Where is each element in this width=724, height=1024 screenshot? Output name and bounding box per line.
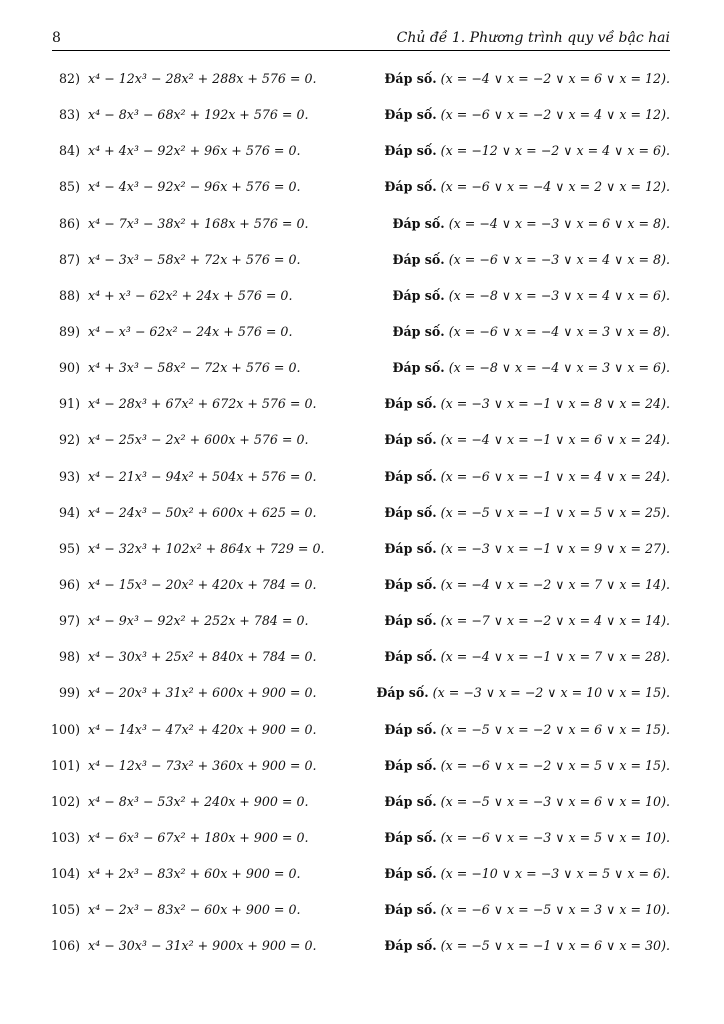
problem-answer <box>392 216 670 231</box>
problem-number: 98) <box>59 649 80 665</box>
problem-answer <box>384 938 670 953</box>
problem-answer <box>384 107 670 122</box>
problem-number: 82) <box>59 71 80 86</box>
problem-number: 87) <box>59 251 80 267</box>
answer-value: (x = −6 ∨ x = −4 ∨ x = 3 ∨ x = 8). <box>448 323 670 339</box>
problem-answer <box>384 541 670 556</box>
answer-label: Đáp số. <box>384 468 437 484</box>
problem-number: 95) <box>59 540 80 556</box>
answer-value: (x = −12 ∨ x = −2 ∨ x = 4 ∨ x = 6). <box>440 143 670 159</box>
problem-answer <box>384 396 670 411</box>
answer-label: Đáp số. <box>384 576 437 592</box>
answer-value: (x = −8 ∨ x = −3 ∨ x = 4 ∨ x = 6). <box>448 287 670 303</box>
answer-label: Đáp số. <box>384 721 437 737</box>
problem-answer <box>392 288 670 303</box>
problem-number: 100) <box>51 721 80 737</box>
answer-label: Đáp số. <box>392 215 445 231</box>
problem-row <box>0 174 724 210</box>
problem-row <box>0 536 724 572</box>
problem-equation: x⁴ − 14x³ − 47x² + 420x + 900 = 0. <box>88 721 317 737</box>
problem-row <box>0 897 724 933</box>
problem-equation: x⁴ − 21x³ − 94x² + 504x + 576 = 0. <box>88 468 317 484</box>
problem-row <box>0 608 724 644</box>
problem-equation: x⁴ − 30x³ − 31x² + 900x + 900 = 0. <box>88 938 317 954</box>
answer-value: (x = −6 ∨ x = −1 ∨ x = 4 ∨ x = 24). <box>440 468 670 484</box>
problem-answer <box>384 71 670 86</box>
problem-number: 104) <box>51 866 80 882</box>
problem-equation: x⁴ + 3x³ − 58x² − 72x + 576 = 0. <box>88 360 301 376</box>
problem-equation: x⁴ − 30x³ + 25x² + 840x + 784 = 0. <box>88 649 317 665</box>
answer-label: Đáp số. <box>384 757 437 773</box>
answer-label: Đáp số. <box>384 107 437 123</box>
answer-label: Đáp số. <box>384 504 437 520</box>
problem-answer <box>384 577 670 592</box>
problem-row <box>0 789 724 825</box>
answer-label: Đáp số. <box>392 323 445 339</box>
answer-value: (x = −7 ∨ x = −2 ∨ x = 4 ∨ x = 14). <box>440 613 670 629</box>
answer-label: Đáp số. <box>384 938 437 954</box>
answer-label: Đáp số. <box>384 829 437 845</box>
problem-row <box>0 138 724 174</box>
answer-value: (x = −5 ∨ x = −1 ∨ x = 5 ∨ x = 25). <box>440 504 670 520</box>
answer-value: (x = −6 ∨ x = −2 ∨ x = 5 ∨ x = 15). <box>440 757 670 773</box>
answer-label: Đáp số. <box>384 396 437 412</box>
problem-row <box>0 283 724 319</box>
problem-row <box>0 753 724 789</box>
page-header <box>52 28 670 51</box>
problem-number: 101) <box>51 757 80 773</box>
problem-number: 106) <box>51 938 80 954</box>
answer-value: (x = −3 ∨ x = −1 ∨ x = 9 ∨ x = 27). <box>440 540 670 556</box>
problem-equation: x⁴ − 6x³ − 67x² + 180x + 900 = 0. <box>88 829 309 845</box>
problem-number: 88) <box>59 287 80 303</box>
problem-number: 84) <box>59 143 80 159</box>
problem-row <box>0 500 724 536</box>
answer-label: Đáp số. <box>376 685 429 701</box>
problem-number: 93) <box>59 468 80 484</box>
answer-value: (x = −4 ∨ x = −3 ∨ x = 6 ∨ x = 8). <box>448 215 670 231</box>
page-number: 8 <box>52 30 61 46</box>
answer-value: (x = −5 ∨ x = −2 ∨ x = 6 ∨ x = 15). <box>440 721 670 737</box>
problem-equation: x⁴ − 12x³ − 28x² + 288x + 576 = 0. <box>88 71 317 86</box>
answer-label: Đáp số. <box>384 71 437 86</box>
problem-row <box>0 572 724 608</box>
problem-answer <box>384 469 670 484</box>
problem-number: 96) <box>59 576 80 592</box>
problem-number: 97) <box>59 613 80 629</box>
answer-value: (x = −6 ∨ x = −3 ∨ x = 4 ∨ x = 8). <box>448 251 670 267</box>
problem-answer <box>384 649 670 664</box>
problem-answer <box>384 902 670 917</box>
problem-row <box>0 933 724 969</box>
answer-label: Đáp số. <box>392 287 445 303</box>
problem-answer <box>384 179 670 194</box>
problem-row <box>0 825 724 861</box>
answer-value: (x = −3 ∨ x = −2 ∨ x = 10 ∨ x = 15). <box>432 685 670 701</box>
problem-equation: x⁴ + 2x³ − 83x² + 60x + 900 = 0. <box>88 866 301 882</box>
answer-label: Đáp số. <box>384 540 437 556</box>
problem-answer <box>384 794 670 809</box>
answer-value: (x = −4 ∨ x = −1 ∨ x = 6 ∨ x = 24). <box>440 432 670 448</box>
problem-answer <box>392 324 670 339</box>
problem-number: 103) <box>51 829 80 845</box>
chapter-title: Chủ đề 1. Phương trình quy về bậc hai <box>396 30 670 46</box>
answer-label: Đáp số. <box>392 251 445 267</box>
answer-value: (x = −6 ∨ x = −5 ∨ x = 3 ∨ x = 10). <box>440 902 670 918</box>
answer-value: (x = −4 ∨ x = −2 ∨ x = 6 ∨ x = 12). <box>440 71 670 86</box>
problem-number: 86) <box>59 215 80 231</box>
problem-row <box>0 644 724 680</box>
problem-row <box>0 247 724 283</box>
answer-value: (x = −6 ∨ x = −4 ∨ x = 2 ∨ x = 12). <box>440 179 670 195</box>
problem-number: 89) <box>59 323 80 339</box>
problem-equation: x⁴ − 15x³ − 20x² + 420x + 784 = 0. <box>88 576 317 592</box>
problem-row <box>0 211 724 247</box>
answer-label: Đáp số. <box>392 360 445 376</box>
problem-row <box>0 427 724 463</box>
problem-equation: x⁴ − 28x³ + 67x² + 672x + 576 = 0. <box>88 396 317 412</box>
answer-value: (x = −8 ∨ x = −4 ∨ x = 3 ∨ x = 6). <box>448 360 670 376</box>
answer-value: (x = −5 ∨ x = −3 ∨ x = 6 ∨ x = 10). <box>440 793 670 809</box>
answer-value: (x = −3 ∨ x = −1 ∨ x = 8 ∨ x = 24). <box>440 396 670 412</box>
problem-equation: x⁴ − 8x³ − 68x² + 192x + 576 = 0. <box>88 107 309 123</box>
answer-label: Đáp số. <box>384 866 437 882</box>
problem-number: 94) <box>59 504 80 520</box>
problem-answer <box>384 758 670 773</box>
answer-label: Đáp số. <box>384 179 437 195</box>
problem-row <box>0 319 724 355</box>
problem-equation: x⁴ − 32x³ + 102x² + 864x + 729 = 0. <box>88 540 325 556</box>
problem-answer <box>392 252 670 267</box>
answer-label: Đáp số. <box>384 649 437 665</box>
problem-row <box>0 680 724 716</box>
problem-equation: x⁴ − x³ − 62x² − 24x + 576 = 0. <box>88 323 293 339</box>
answer-label: Đáp số. <box>384 143 437 159</box>
problem-answer <box>392 360 670 375</box>
problem-number: 91) <box>59 396 80 412</box>
problem-row <box>0 391 724 427</box>
problem-number: 105) <box>51 902 80 918</box>
problem-equation: x⁴ − 8x³ − 53x² + 240x + 900 = 0. <box>88 793 309 809</box>
problem-row <box>0 102 724 138</box>
problem-number: 90) <box>59 360 80 376</box>
problem-equation: x⁴ + x³ − 62x² + 24x + 576 = 0. <box>88 287 293 303</box>
problem-equation: x⁴ − 20x³ + 31x² + 600x + 900 = 0. <box>88 685 317 701</box>
problem-answer <box>384 866 670 881</box>
answer-value: (x = −5 ∨ x = −1 ∨ x = 6 ∨ x = 30). <box>440 938 670 954</box>
problem-row <box>0 861 724 897</box>
problem-row <box>0 464 724 500</box>
answer-label: Đáp số. <box>384 902 437 918</box>
problem-number: 92) <box>59 432 80 448</box>
answer-label: Đáp số. <box>384 793 437 809</box>
problem-equation: x⁴ − 24x³ − 50x² + 600x + 625 = 0. <box>88 504 317 520</box>
problem-answer <box>384 830 670 845</box>
problem-list <box>0 66 724 970</box>
answer-value: (x = −6 ∨ x = −2 ∨ x = 4 ∨ x = 12). <box>440 107 670 123</box>
problem-equation: x⁴ − 4x³ − 92x² − 96x + 576 = 0. <box>88 179 301 195</box>
problem-equation: x⁴ − 12x³ − 73x² + 360x + 900 = 0. <box>88 757 317 773</box>
answer-value: (x = −10 ∨ x = −3 ∨ x = 5 ∨ x = 6). <box>440 866 670 882</box>
answer-label: Đáp số. <box>384 432 437 448</box>
answer-value: (x = −4 ∨ x = −1 ∨ x = 7 ∨ x = 28). <box>440 649 670 665</box>
problem-equation: x⁴ − 9x³ − 92x² + 252x + 784 = 0. <box>88 613 309 629</box>
problem-row <box>0 355 724 391</box>
problem-answer <box>384 613 670 628</box>
problem-number: 99) <box>59 685 80 701</box>
problem-equation: x⁴ − 2x³ − 83x² − 60x + 900 = 0. <box>88 902 301 918</box>
problem-answer <box>384 432 670 447</box>
problem-equation: x⁴ + 4x³ − 92x² + 96x + 576 = 0. <box>88 143 301 159</box>
problem-equation: x⁴ − 7x³ − 38x² + 168x + 576 = 0. <box>88 215 309 231</box>
problem-answer <box>376 685 670 700</box>
problem-number: 85) <box>59 179 80 195</box>
problem-equation: x⁴ − 25x³ − 2x² + 600x + 576 = 0. <box>88 432 309 448</box>
answer-value: (x = −4 ∨ x = −2 ∨ x = 7 ∨ x = 14). <box>440 576 670 592</box>
problem-answer <box>384 505 670 520</box>
answer-value: (x = −6 ∨ x = −3 ∨ x = 5 ∨ x = 10). <box>440 829 670 845</box>
problem-number: 83) <box>59 107 80 123</box>
problem-equation: x⁴ − 3x³ − 58x² + 72x + 576 = 0. <box>88 251 301 267</box>
problem-row <box>0 66 724 102</box>
problem-answer <box>384 722 670 737</box>
problem-answer <box>384 143 670 158</box>
answer-label: Đáp số. <box>384 613 437 629</box>
problem-row <box>0 717 724 753</box>
problem-number: 102) <box>51 793 80 809</box>
